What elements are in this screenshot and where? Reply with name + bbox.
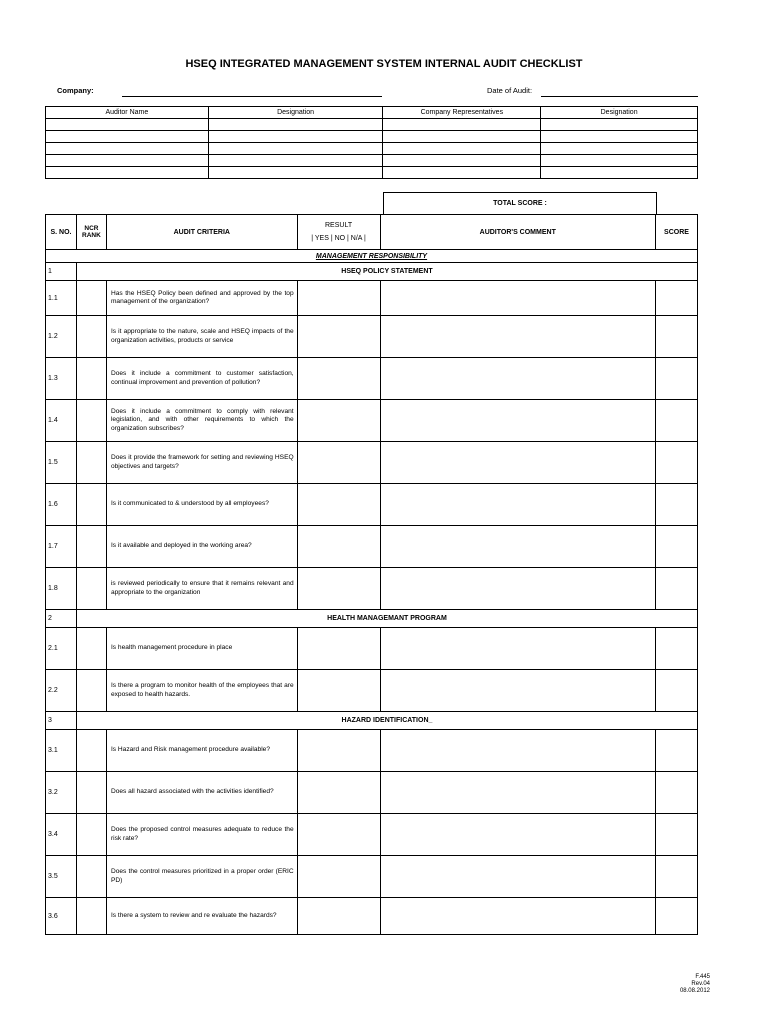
ncr-rank-cell[interactable] [76,526,106,568]
designation-header-2: Designation [541,107,698,119]
group-title: MANAGEMENT RESPONSIBILITY [46,250,698,263]
ncr-rank-cell[interactable] [76,814,106,856]
audit-criteria: Is it appropriate to the nature, scale and HSEQ impacts of the organization activities, products or service [106,316,297,358]
auditors-table [45,106,698,179]
auditor-cell[interactable] [541,155,698,167]
ncr-rank-cell[interactable] [76,484,106,526]
ncr-rank-cell[interactable] [76,670,106,712]
result-cell[interactable] [297,358,380,400]
section-number: 1 [46,263,77,281]
item-number: 3.5 [46,856,77,898]
auditor-row [46,131,698,143]
result-label: RESULT [325,222,353,229]
checklist-table [45,214,698,935]
table-row [46,898,698,935]
score-cell[interactable] [655,442,697,484]
footer-date: 08.08.2012 [679,988,710,994]
item-number: 2.1 [46,628,77,670]
auditor-cell[interactable] [383,155,541,167]
item-number: 1.6 [46,484,77,526]
table-row [46,484,698,526]
score-cell[interactable] [655,898,697,935]
section-number: 3 [46,712,77,730]
audit-criteria: Has the HSEQ Policy been defined and approved by the top management of the organization? [106,281,297,316]
section-title: HAZARD IDENTIFICATION_ [76,712,697,730]
auditor-cell[interactable] [46,155,209,167]
audit-criteria: Does all hazard associated with the activities identified? [106,772,297,814]
audit-criteria: Does the proposed control measures adequate to reduce the risk rate? [106,814,297,856]
table-row [46,814,698,856]
item-number: 1.7 [46,526,77,568]
result-cell[interactable] [297,772,380,814]
result-cell[interactable] [297,628,380,670]
audit-criteria: Does it include a commitment to comply with relevant legislation, and with other requirements to which the organization subscribes? [106,400,297,442]
comment-cell[interactable] [380,772,655,814]
result-options: | YES | NO | N/A | [311,235,366,242]
ncr-rank-cell[interactable] [76,856,106,898]
page-title: HSEQ INTEGRATED MANAGEMENT SYSTEM INTERNAL AUDIT CHECKLIST [185,58,583,70]
ncr-rank-cell[interactable] [76,568,106,610]
audit-criteria: Does the control measures prioritized in a proper order (ERIC PD) [106,856,297,898]
result-cell[interactable] [297,442,380,484]
audit-criteria: Is there a program to monitor health of the employees that are exposed to health hazards. [106,670,297,712]
criteria-header: AUDIT CRITERIA [106,215,297,250]
score-cell[interactable] [655,484,697,526]
score-cell[interactable] [655,670,697,712]
section-title: HSEQ POLICY STATEMENT [76,263,697,281]
total-score-label: TOTAL SCORE : [384,193,657,215]
result-cell[interactable] [297,484,380,526]
comment-cell[interactable] [380,898,655,935]
auditor-cell[interactable] [383,143,541,155]
date-field[interactable] [541,96,698,97]
ncr-rank-cell[interactable] [76,898,106,935]
audit-criteria: Does it provide the framework for setting and reviewing HSEQ objectives and targets? [106,442,297,484]
auditor-cell[interactable] [541,143,698,155]
auditor-cell[interactable] [46,167,209,179]
table-row [46,670,698,712]
ncr-rank-cell[interactable] [76,442,106,484]
table-row [46,358,698,400]
comment-cell[interactable] [380,281,655,316]
ncr-rank-cell[interactable] [76,281,106,316]
audit-criteria: Does it include a commitment to customer satisfaction, continual improvement and prevention of pollution? [106,358,297,400]
score-cell[interactable] [655,772,697,814]
result-cell[interactable] [297,400,380,442]
score-cell[interactable] [655,568,697,610]
item-number: 3.6 [46,898,77,935]
table-row [46,628,698,670]
auditor-cell[interactable] [46,131,209,143]
designation-header: Designation [208,107,383,119]
audit-criteria: Is it available and deployed in the working area? [106,526,297,568]
company-label: Company: [57,86,94,95]
revision: Rev.04 [691,981,710,987]
table-row [46,772,698,814]
item-number: 1.1 [46,281,77,316]
auditor-row [46,119,698,131]
auditor-name-header: Auditor Name [46,107,209,119]
table-row [46,568,698,610]
auditor-cell[interactable] [383,119,541,131]
auditor-cell[interactable] [383,131,541,143]
score-cell[interactable] [655,856,697,898]
auditor-cell[interactable] [208,167,383,179]
comment-cell[interactable] [380,526,655,568]
item-number: 1.5 [46,442,77,484]
section-row [46,712,698,730]
ncr-rank-cell[interactable] [76,316,106,358]
item-number: 3.1 [46,730,77,772]
result-cell[interactable] [297,730,380,772]
table-row [46,442,698,484]
score-cell[interactable] [655,358,697,400]
ncr-rank-cell[interactable] [76,628,106,670]
comment-cell[interactable] [380,856,655,898]
ncr-header: NCR RANK [76,215,106,250]
audit-criteria: Is health management procedure in place [106,628,297,670]
ncr-rank-cell[interactable] [76,400,106,442]
date-label: Date of Audit: [487,86,533,95]
auditor-cell[interactable] [541,167,698,179]
company-field[interactable] [122,96,382,97]
auditor-cell[interactable] [541,131,698,143]
score-cell[interactable] [655,281,697,316]
result-cell[interactable] [297,568,380,610]
score-cell[interactable] [655,526,697,568]
auditor-cell[interactable] [208,155,383,167]
result-cell[interactable] [297,281,380,316]
item-number: 1.3 [46,358,77,400]
auditor-cell[interactable] [541,119,698,131]
item-number: 1.2 [46,316,77,358]
comment-cell[interactable] [380,730,655,772]
comment-header: AUDITOR'S COMMENT [380,215,655,250]
table-row [46,400,698,442]
audit-criteria: Is there a system to review and re evaluate the hazards? [106,898,297,935]
item-number: 1.4 [46,400,77,442]
table-row [46,856,698,898]
total-score-box [383,192,657,215]
auditor-row [46,167,698,179]
score-cell[interactable] [655,628,697,670]
audit-criteria: Is Hazard and Risk management procedure available? [106,730,297,772]
result-cell[interactable] [297,856,380,898]
score-cell[interactable] [655,730,697,772]
auditor-cell[interactable] [208,131,383,143]
ncr-rank-cell[interactable] [76,772,106,814]
score-header: SCORE [655,215,697,250]
auditor-row [46,155,698,167]
table-row [46,316,698,358]
item-number: 3.4 [46,814,77,856]
comment-cell[interactable] [380,316,655,358]
section-row [46,610,698,628]
footer [680,974,710,995]
table-row [46,730,698,772]
auditor-cell[interactable] [208,119,383,131]
table-row [46,526,698,568]
auditor-row [46,143,698,155]
comment-cell[interactable] [380,568,655,610]
comment-cell[interactable] [380,670,655,712]
result-cell[interactable] [297,814,380,856]
result-cell[interactable] [297,316,380,358]
comment-cell[interactable] [380,400,655,442]
comment-cell[interactable] [380,358,655,400]
section-title: HEALTH MANAGEMANT PROGRAM [76,610,697,628]
result-cell[interactable] [297,898,380,935]
auditor-cell[interactable] [46,119,209,131]
score-cell[interactable] [655,316,697,358]
score-cell[interactable] [655,814,697,856]
comment-cell[interactable] [380,442,655,484]
comment-cell[interactable] [380,814,655,856]
result-cell[interactable] [297,670,380,712]
comment-cell[interactable] [380,628,655,670]
form-number: F.445 [695,974,710,980]
auditor-cell[interactable] [46,143,209,155]
sno-header: S. NO. [46,215,77,250]
company-rep-header: Company Representatives [383,107,541,119]
auditor-cell[interactable] [208,143,383,155]
item-number: 2.2 [46,670,77,712]
comment-cell[interactable] [380,484,655,526]
result-cell[interactable] [297,526,380,568]
ncr-rank-cell[interactable] [76,358,106,400]
ncr-rank-cell[interactable] [76,730,106,772]
audit-criteria: Is it communicated to & understood by all employees? [106,484,297,526]
score-cell[interactable] [655,400,697,442]
section-number: 2 [46,610,77,628]
audit-criteria: is reviewed periodically to ensure that it remains relevant and appropriate to the organization [106,568,297,610]
table-row [46,281,698,316]
section-row [46,263,698,281]
item-number: 1.8 [46,568,77,610]
result-header [297,215,380,250]
auditor-cell[interactable] [383,167,541,179]
item-number: 3.2 [46,772,77,814]
